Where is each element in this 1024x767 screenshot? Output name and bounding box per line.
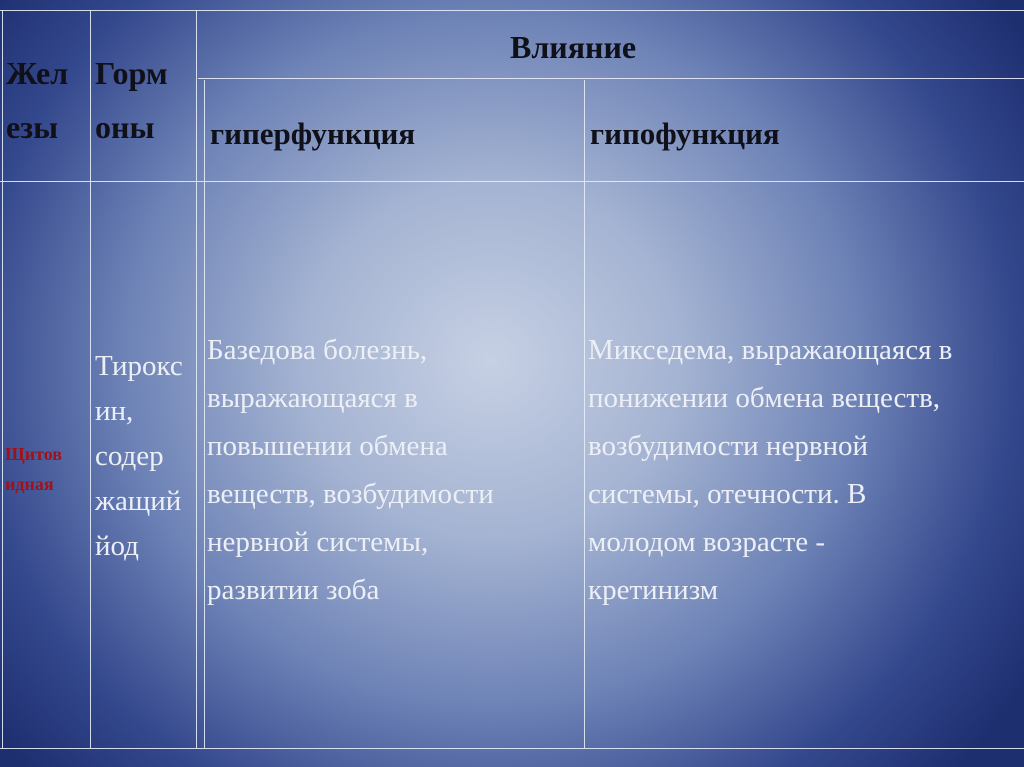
header-effect: Влияние [510,29,637,65]
header-glands-line: езы [6,109,59,145]
hypo-line: молодом возрасте - [588,526,826,558]
gland-name-line: идная [5,474,54,494]
header-hormones-line: оны [95,109,155,145]
hyper-line: нервной системы, [207,526,429,558]
table-bottom-border [0,748,1024,749]
header-bottom-border [0,181,1024,182]
hormone-line: Тирокс [95,350,183,382]
header-hormones-line: Горм [95,55,168,91]
col-border-2 [90,10,91,748]
col-border-3b [204,80,205,748]
hyper-line: развитии зоба [207,574,380,606]
effect-divider [198,78,1024,79]
hormone-line: йод [95,530,139,562]
hormone-line: ин, [95,395,134,427]
gland-name [5,434,89,494]
header-hormones [95,46,195,154]
col-border-3 [196,10,197,748]
hormone-line: жащий [95,485,182,517]
hyper-line: Базедова болезнь, [207,334,428,366]
col-border-4 [584,80,585,748]
hormone-name [95,344,195,569]
hypofunction-description [588,326,1022,614]
hypo-line: системы, отечности. В [588,478,867,510]
hyper-line: повышении обмена [207,430,448,462]
hyper-line: веществ, возбудимости [207,478,494,510]
hormone-line: содер [95,440,164,472]
hyper-line: выражающаяся в [207,382,418,414]
table-top-border [0,10,1024,11]
hypo-line: возбудимости нервной [588,430,869,462]
col-border-1 [2,10,3,748]
hypo-line: понижении обмена веществ, [588,382,941,414]
header-hypofunction: гипофункция [590,116,780,151]
hyperfunction-description [207,326,583,614]
header-hyperfunction: гиперфункция [210,116,416,151]
hypo-line: Микседема, выражающаяся в [588,334,953,366]
hypo-line: кретинизм [588,574,719,606]
gland-name-line: Щитов [5,444,63,464]
header-glands-line: Жел [6,55,69,91]
header-glands [6,46,90,154]
